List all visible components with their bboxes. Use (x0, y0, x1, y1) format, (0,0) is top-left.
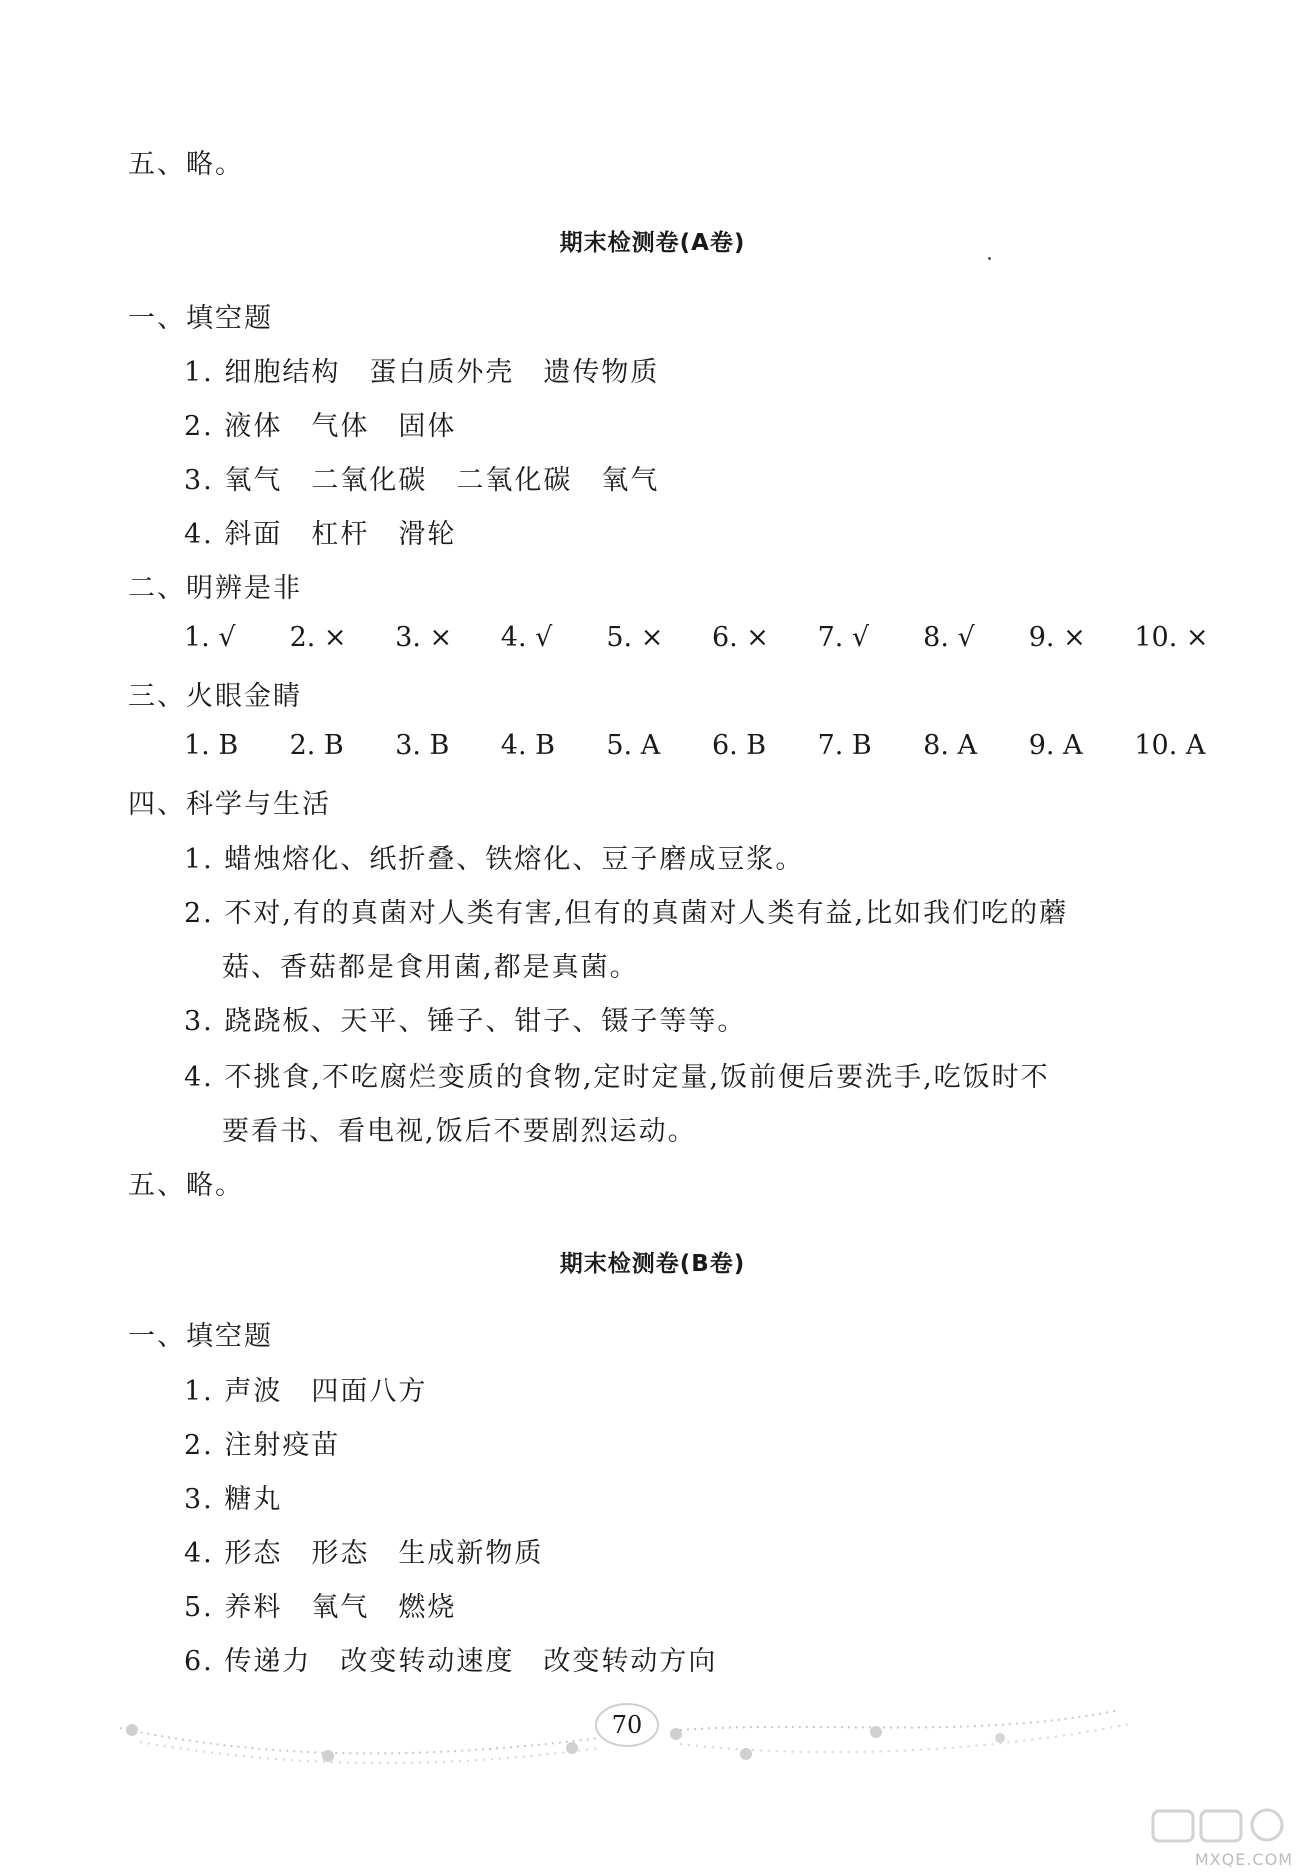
answer-cell: 10. × (1134, 622, 1209, 653)
exam-b-fill-item: 5. 养料 氧气 燃烧 (184, 1592, 457, 1623)
exam-a-choice-heading: 三、火眼金睛 (128, 681, 302, 712)
answer-cell: 4. √ (500, 622, 553, 653)
answer-cell: 7. B (817, 730, 872, 761)
top-section-label: 五、略。 (128, 149, 244, 180)
exam-a-life-q2-cont: 菇、香菇都是食用菌,都是真菌。 (222, 952, 639, 983)
exam-a-fill-item: 3. 氧气 二氧化碳 二氧化碳 氧气 (184, 465, 660, 496)
exam-a-life-heading: 四、科学与生活 (128, 789, 331, 820)
answer-cell: 4. B (500, 730, 555, 761)
exam-b-fill-item: 1. 声波 四面八方 (184, 1376, 428, 1407)
exam-a-life-q4-cont: 要看书、看电视,饭后不要剧烈运动。 (222, 1116, 697, 1147)
answer-cell: 2. × (289, 622, 347, 653)
answer-cell: 10. A (1134, 730, 1206, 761)
answer-cell: 7. √ (817, 622, 870, 653)
answer-cell: 6. × (711, 622, 769, 653)
exam-b-fill-item: 2. 注射疫苗 (184, 1430, 341, 1461)
answer-cell: 8. √ (923, 622, 975, 653)
answer-cell: 5. A (606, 730, 661, 761)
exam-b-fill-heading: 一、填空题 (128, 1321, 273, 1352)
exam-a-life-q2: 2. 不对,有的真菌对人类有害,但有的真菌对人类有益,比如我们吃的蘑 (184, 898, 1069, 929)
exam-a-title: 期末检测卷(A卷) (559, 230, 746, 256)
answer-cell: 3. B (395, 730, 450, 761)
exam-a-life-q4: 4. 不挑食,不吃腐烂变质的食物,定时定量,饭前便后要洗手,吃饭时不 (184, 1062, 1050, 1093)
exam-a-choice-row (184, 730, 1205, 761)
answer-cell: 9. × (1028, 622, 1086, 653)
exam-a-life-q3: 3. 跷跷板、天平、锤子、钳子、镊子等等。 (184, 1006, 747, 1037)
exam-b-fill-item: 6. 传递力 改变转动速度 改变转动方向 (184, 1646, 718, 1677)
answer-cell: 8. A (923, 730, 977, 761)
answer-cell: 9. A (1028, 730, 1083, 761)
answer-cell: 3. × (395, 622, 453, 653)
answer-cell: 6. B (711, 730, 767, 761)
exam-a-s5-label: 五、略。 (128, 1170, 244, 1201)
exam-a-truefalse-row (184, 622, 1209, 653)
watermark-text: MXQE.COM (1194, 1850, 1293, 1869)
exam-a-life-q1: 1. 蜡烛熔化、纸折叠、铁熔化、豆子磨成豆浆。 (184, 844, 805, 875)
page-number: 70 (611, 1711, 643, 1739)
exam-a-truefalse-heading: 二、明辨是非 (128, 573, 302, 604)
exam-a-fill-item: 4. 斜面 杠杆 滑轮 (184, 519, 457, 550)
answer-cell: 2. B (289, 730, 344, 761)
exam-b-fill-item: 3. 糖丸 (184, 1484, 283, 1515)
exam-b-fill-item: 4. 形态 形态 生成新物质 (184, 1538, 544, 1569)
answer-cell: 1. √ (184, 622, 236, 653)
answer-cell: 1. B (184, 730, 239, 761)
exam-b-title: 期末检测卷(B卷) (559, 1251, 746, 1277)
speck (988, 257, 991, 260)
exam-a-fill-heading: 一、填空题 (128, 303, 273, 334)
exam-a-fill-item: 1. 细胞结构 蛋白质外壳 遗传物质 (184, 357, 660, 388)
exam-a-fill-item: 2. 液体 气体 固体 (184, 411, 457, 442)
answer-cell: 5. × (606, 622, 664, 653)
